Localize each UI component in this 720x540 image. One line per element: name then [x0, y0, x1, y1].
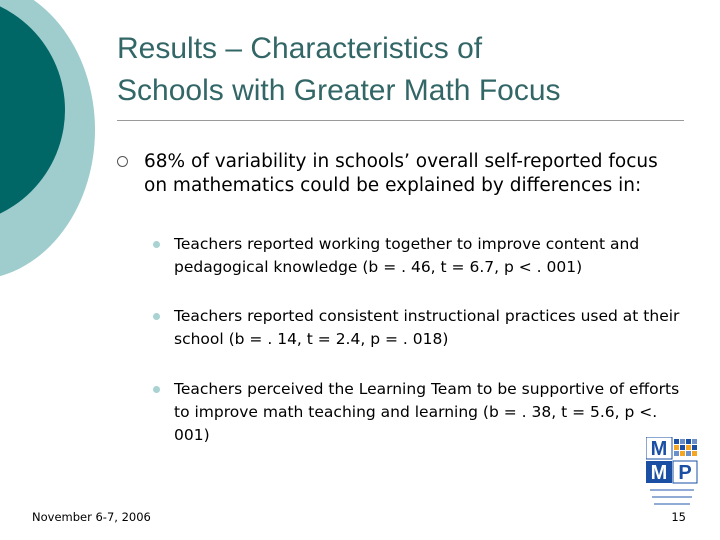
title-line-1: Results – Characteristics of: [117, 32, 483, 65]
svg-text:M: M: [650, 438, 668, 460]
sub-bullet-text: Teachers reported working together to improve content and pedagogical knowledge (b = . 46, t = 6.7, p < . 001): [174, 235, 640, 276]
footer-date: November 6-7, 2006: [32, 510, 151, 524]
sub-bullet-text: Teachers perceived the Learning Team to be supportive of efforts to improve math teaching and learning (b = . 38, t = 5.6, p <. 001): [174, 380, 680, 444]
sub-bullet-text: Teachers reported consistent instructional practices used at their school (b = . 14, t = 2.4, p = . 018): [174, 307, 680, 348]
slide-title: [117, 28, 707, 112]
mmp-logo: [646, 437, 698, 513]
svg-text:P: P: [678, 462, 692, 484]
title-line-2: Schools with Greater Math Focus: [117, 74, 561, 107]
hollow-circle-icon: [117, 156, 128, 167]
filled-dot-icon: [153, 386, 160, 393]
page-number: 15: [671, 510, 686, 524]
svg-text:M: M: [650, 462, 668, 484]
main-bullet-text: 68% of variability in schools’ overall self-reported focus on mathematics could be explained by differences in:: [144, 151, 658, 196]
title-divider: [117, 120, 684, 121]
filled-dot-icon: [153, 241, 160, 248]
filled-dot-icon: [153, 313, 160, 320]
